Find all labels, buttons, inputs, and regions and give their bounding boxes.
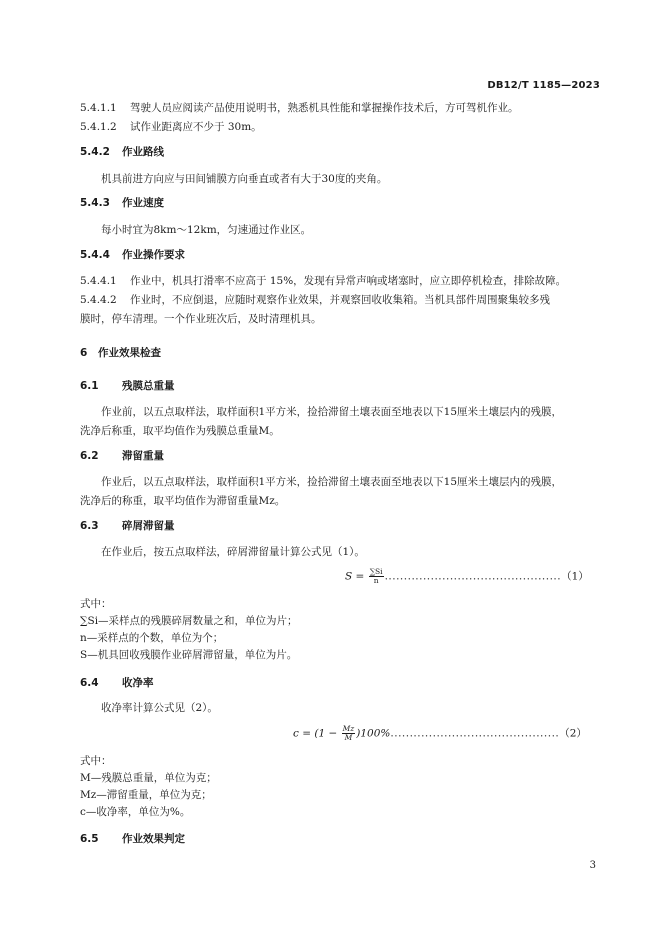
fraction-denominator: n [373,576,379,585]
formula-2 [293,725,587,742]
formula-lhs: S = [345,570,365,583]
standard-number: DB12/T 1185—2023 [487,80,600,91]
heading-5-4-4 [80,248,185,262]
heading-6 [80,346,161,360]
clause-text: 驾驶人员应阅读产品使用说明书，熟悉机具性能和掌握操作技术后，方可驾机作业。 [130,102,519,114]
definition-mz: Mz—滞留重量，单位为克； [80,789,212,801]
heading-6-5 [80,832,185,846]
paragraph-5-4-2: 机具前进方向应与田间铺膜方向垂直或者有大于30度的夹角。 [101,173,388,185]
where-label: 式中： [80,598,112,610]
paragraph-6-1-line-1: 作业前，以五点取样法，取样面积1平方米，捡拾滞留土壤表面至地表以下15厘米土壤层内的残膜， [101,406,563,418]
paragraph-6-2-line-1: 作业后，以五点取样法，取样面积1平方米，捡拾滞留土壤表面至地表以下15厘米土壤层内的残膜， [101,476,563,488]
clause-text: 试作业距离应不少于 30m。 [130,121,262,133]
heading-title: 作业效果检查 [98,347,161,359]
clause-5-4-1-2 [80,120,262,134]
heading-5-4-2 [80,145,164,159]
clause-text: 作业中，机具打滑率不应高于 15%，发现有异常声响或堵塞时，应立即停机检查，排除故障。 [130,275,567,287]
heading-number: 6.3 [80,520,99,532]
clause-5-4-4-2-continued: 膜时，停车清理。一个作业班次后，及时清理机具。 [80,313,322,325]
fraction-numerator: ∑Si [369,567,383,576]
formula-tag: （1） [561,570,589,583]
heading-title: 作业速度 [122,197,164,209]
definition-c: c—收净率，单位为%。 [80,806,191,818]
definition-n: n—采样点的个数，单位为个； [80,632,224,644]
heading-6-2 [80,449,164,463]
page-number: 3 [589,860,596,871]
paragraph-6-2-line-2: 洗净后的称重，取平均值作为滞留重量Mz。 [80,495,286,507]
clause-number: 5.4.4.2 [80,294,117,306]
heading-6-1 [80,379,175,393]
heading-title: 作业路线 [122,146,164,158]
formula-1 [345,568,589,585]
where-label: 式中： [80,755,112,767]
heading-number: 6.4 [80,677,99,689]
heading-number: 5.4.2 [80,146,110,158]
clause-number: 5.4.4.1 [80,275,117,287]
clause-5-4-4-1 [80,274,566,288]
formula-leader-dots: ............................................ [390,727,560,740]
clause-5-4-1-1 [80,101,519,115]
paragraph-6-1-line-2: 洗净后称重，取平均值作为残膜总重量M。 [80,425,280,437]
paragraph-6-4-intro: 收净率计算公式见（2）。 [101,702,218,714]
definition-m: M—残膜总重量，单位为克； [80,772,217,784]
formula-rhs: )100% [356,727,391,740]
clause-number: 5.4.1.1 [80,102,117,114]
heading-number: 6.1 [80,380,99,392]
heading-title: 作业效果判定 [122,833,185,845]
heading-title: 收净率 [122,677,154,689]
heading-6-4 [80,676,154,690]
formula-fraction [342,725,356,742]
heading-title: 滞留重量 [122,450,164,462]
heading-title: 碎屑滞留量 [122,520,175,532]
heading-number: 5.4.4 [80,249,110,261]
heading-title: 作业操作要求 [122,249,185,261]
formula-tag: （2） [559,727,587,740]
heading-5-4-3 [80,196,164,210]
paragraph-6-3-intro: 在作业后，按五点取样法，碎屑滞留量计算公式见（1）。 [101,546,365,558]
definition-s: S—机具回收残膜作业碎屑滞留量，单位为片。 [80,649,298,661]
formula-leader-dots: .............................................. [384,570,562,583]
clause-text: 作业时，不应倒退，应随时观察作业效果，并观察回收收集箱。当机具部件周围聚集较多残 [130,294,550,306]
fraction-numerator: Mz [342,724,355,733]
heading-6-3 [80,519,175,533]
formula-lhs: c = (1 − [293,727,338,740]
definition-si: ∑Si—采样点的残膜碎屑数量之和，单位为片； [80,615,298,627]
heading-number: 6.2 [80,450,99,462]
heading-number: 6 [80,347,88,359]
heading-title: 残膜总重量 [122,380,175,392]
paragraph-5-4-3: 每小时宜为8km～12km，匀速通过作业区。 [101,224,312,236]
heading-number: 5.4.3 [80,197,110,209]
heading-number: 6.5 [80,833,99,845]
clause-5-4-4-2 [80,293,550,307]
clause-number: 5.4.1.2 [80,121,117,133]
formula-fraction [369,568,384,585]
fraction-denominator: M [344,733,353,742]
